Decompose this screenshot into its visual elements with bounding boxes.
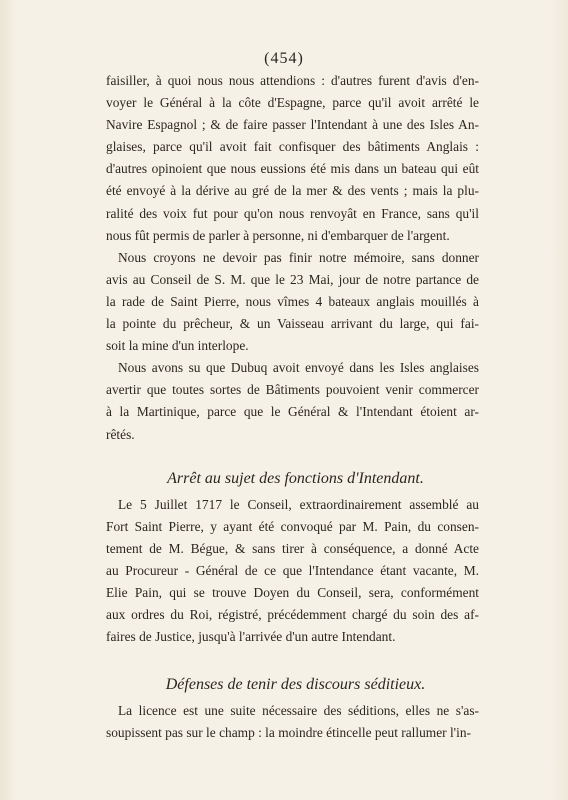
text-line: voyer le Général à la côte d'Espagne, parce qu'il avoit arrêté le [106,95,479,111]
text-line: été envoyé à la dérive au gré de la mer & des vents ; mais la plu- [106,183,479,199]
text-line: faisiller, à quoi nous nous attendions : d'autres furent d'avis d'en- [106,73,479,88]
text-line: Nous avons su que Dubuq avoit envoyé dans les Isles anglaises [118,360,479,376]
text-line: Nous croyons ne devoir pas finir notre mémoire, sans donner [118,249,479,265]
spacer [106,648,479,666]
paragraph [106,70,479,247]
text-line: avis au Conseil de S. M. que le 23 Mai, jour de notre partance de [106,271,479,287]
text-line: Le 5 Juillet 1717 le Conseil, extraordinairement assemblé au [118,496,479,512]
section-heading: Arrêt au sujet des fonctions d'Intendant. [167,469,424,487]
text-line: La licence est une suite nécessaire des séditions, elles ne s'as- [118,703,479,719]
text-line: la rade de Saint Pierre, nous vîmes 4 bateaux anglais mouillés à [106,293,479,309]
paragraph [106,700,479,744]
page-number: (454) [264,50,304,67]
text-line: à la Martinique, parce que le Général & l'Intendant étoient ar- [106,404,479,420]
text-line: d'autres opinoient que nous eussions été mis dans un bateau qui eût [106,161,479,177]
text-line: au Procureur - Général de ce que l'Intendance étant vacante, M. [106,562,479,578]
text-line: soupissent pas sur le champ : la moindre étincelle peut rallumer l'in- [106,725,471,741]
section-heading: Défenses de tenir des discours séditieux. [165,676,426,694]
paragraph [106,357,479,445]
text-line: rêtés. [106,426,135,442]
text-line: nous fût permis de parler à personne, ni d'embarquer de l'argent. [106,227,450,243]
page-text [106,70,479,744]
text-line: la pointe du prêcheur, & un Vaisseau arrivant du large, qui fai- [106,316,479,332]
text-line: ralité des voix fut pour qu'on nous renvoyât en France, sans qu'il [106,205,479,221]
text-line: soit la mine d'un interlope. [106,338,249,354]
text-line: Fort Saint Pierre, y ayant été convoqué par M. Pain, du consen- [106,518,479,534]
spacer [106,446,479,464]
text-line: Navire Espagnol ; & de faire passer l'Intendant à une des Isles An- [106,117,479,133]
paragraph [106,247,479,357]
text-line: aux ordres du Roi, régistré, précédemment chargé du soin des af- [106,607,479,623]
text-line: Elie Pain, qui se trouve Doyen du Conseil, sera, conformément [106,584,479,600]
text-line: avertir que toutes sortes de Bâtiments pouvoient venir commercer [106,382,479,398]
text-line: tement de M. Bégue, & sans tirer à conséquence, a donné Acte [106,540,479,556]
text-line: glaises, parce qu'il avoit fait confisquer des bâtiments Anglais : [106,139,479,155]
paragraph [106,494,479,649]
text-line: faires de Justice, jusqu'à l'arrivée d'un autre Intendant. [106,629,396,645]
